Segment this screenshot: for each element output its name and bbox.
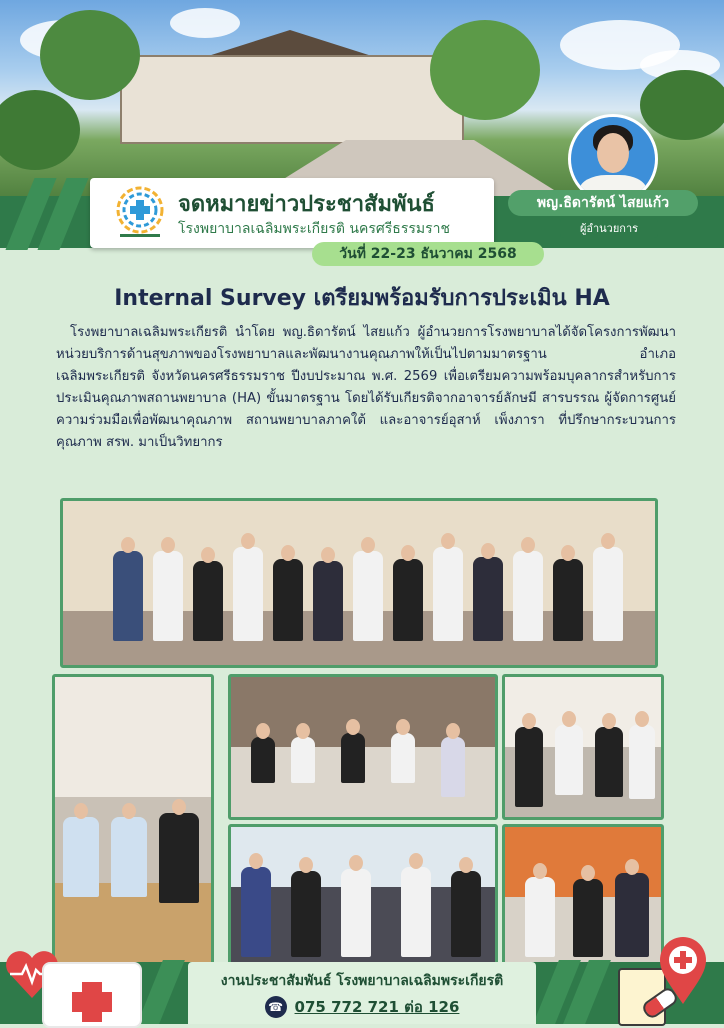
footer-contact-card — [188, 962, 536, 1024]
article-body: โรงพยาบาลเฉลิมพระเกียรติ นำโดย พญ.ธิดารัตน์ ไสยแก้ว ผู้อำนวยการโรงพยาบาลได้จัดโครงการพัฒนาหน่วยบริการด้านสุขภาพของโรงพยาบาลและพัฒนางานคุณภาพให้เป็นไปตามมาตรฐาน อำเภอเฉลิมพระเกียรติ จังหวัดนครศรีธรรมราช ปีงบประมาณ พ.ศ. 2569 เพื่อเตรียมความพร้อมบุคลากรสำหรับการประเมินคุณภาพสถานพยาบาล (HA) ขั้นมาตรฐาน โดยได้รับเกียรติจากอาจารย์ลักษมี สารบรรณ ผู้จัดการศูนย์ความร่วมมือเพื่อพัฒนาคุณภาพ สถานพยาบาลภาคใต้ และอาจารย์อุสาห์ เพ็งภารา ที่ปรึกษากระบวนการคุณภาพ สรพ. มาเป็นวิทยากร — [56, 325, 676, 450]
phone-icon: ☎ — [265, 996, 287, 1018]
group-photo — [60, 498, 658, 668]
meeting-photo-3 — [502, 674, 664, 820]
location-pin-icon — [656, 936, 710, 1006]
newsletter-title-card — [90, 178, 494, 248]
director-role: ผู้อำนวยการ — [579, 222, 639, 235]
event-date: วันที่ 22-23 ธันวาคม 2568 — [339, 246, 517, 262]
director-name-badge — [508, 190, 698, 216]
hospital-logo-icon — [110, 182, 170, 242]
article-headline: Internal Survey เตรียมพร้อมรับการประเมิน HA — [114, 286, 610, 311]
meeting-photo-4 — [228, 824, 498, 966]
footer-org: งานประชาสัมพันธ์ โรงพยาบาลเฉลิมพระเกียรติ — [220, 973, 504, 989]
newsletter-title: จดหมายข่าวประชาสัมพันธ์ — [178, 192, 435, 217]
director-role-badge — [560, 218, 658, 238]
footer-phone[interactable]: 075 772 721 ต่อ 126 — [294, 998, 460, 1016]
footer-phone-row — [188, 994, 536, 1020]
meeting-photo-2 — [228, 674, 498, 820]
meeting-photo-5 — [502, 824, 664, 966]
date-badge — [312, 242, 544, 266]
director-name: พญ.ธิดารัตน์ ไสยแก้ว — [536, 195, 670, 211]
hospital-name: โรงพยาบาลเฉลิมพระเกียรติ นครศรีธรรมราช — [178, 221, 450, 237]
medkit-icon — [42, 962, 142, 1028]
meeting-photo-1 — [52, 674, 214, 966]
